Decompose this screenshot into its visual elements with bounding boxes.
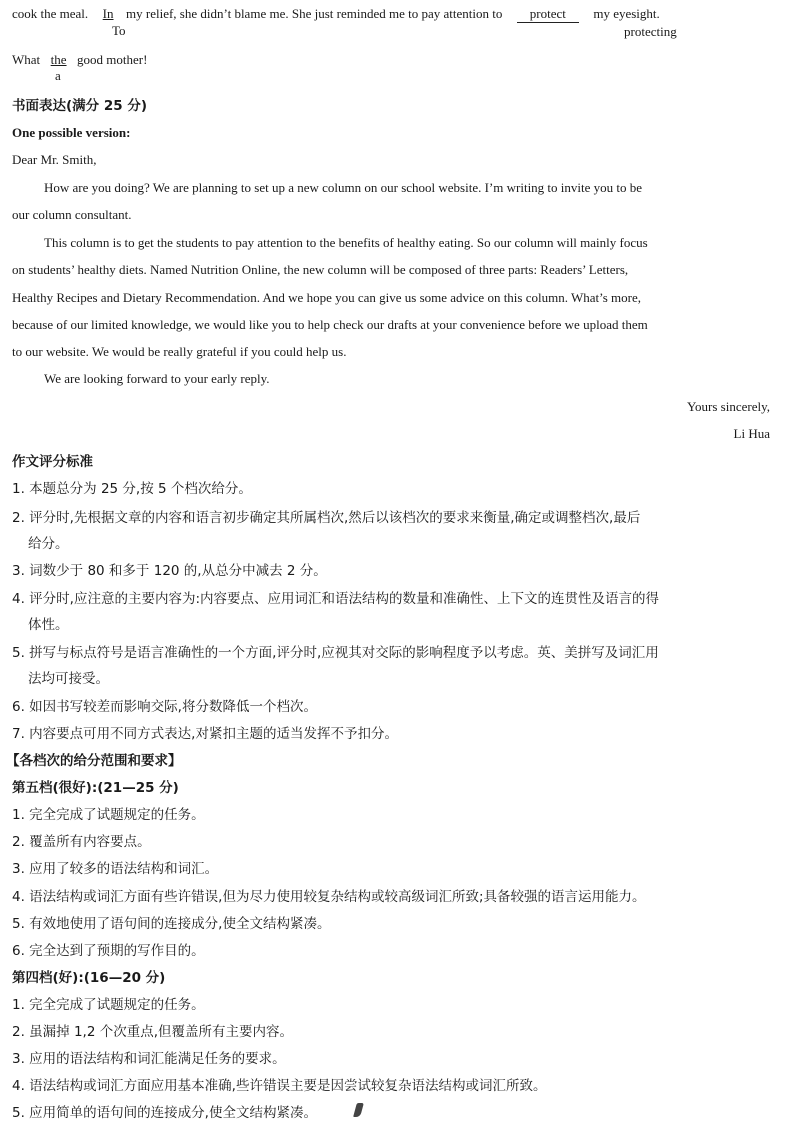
correction-text: good mother!	[77, 52, 148, 67]
letter-signature: Li Hua	[733, 426, 770, 441]
correction-text: my relief, she didn’t blame me. She just reminded me to pay attention to	[126, 6, 503, 21]
band-item: 3. 应用了较多的语法结构和词汇。	[12, 861, 219, 877]
letter-line: to our website. We would be really grateful if you could help us.	[12, 344, 347, 359]
band-item: 4. 语法结构或词汇方面有些许错误,但为尽力使用较复杂结构或较高级词汇所致;具备较强的语言运用能力。	[12, 889, 646, 905]
band-item: 3. 应用的语法结构和词汇能满足任务的要求。	[12, 1051, 286, 1067]
band-item: 4. 语法结构或词汇方面应用基本准确,些许错误主要是因尝试较复杂语法结构或词汇所致。	[12, 1078, 547, 1094]
bands-heading: 【各档次的给分范围和要求】	[6, 753, 182, 769]
band-item: 1. 完全完成了试题规定的任务。	[12, 997, 205, 1013]
letter-salutation: Dear Mr. Smith,	[12, 152, 97, 167]
band-item: 2. 虽漏掉 1,2 个次重点,但覆盖所有主要内容。	[12, 1024, 294, 1040]
correction-text: cook the meal.	[12, 6, 89, 21]
letter-line: because of our limited knowledge, we would like you to help check our drafts at your convenience before we upload them	[12, 317, 648, 332]
scoring-rule: 法均可接受。	[28, 671, 109, 687]
scoring-heading: 作文评分标准	[12, 454, 93, 470]
corrected-word: protecting	[624, 24, 677, 39]
letter-closing: Yours sincerely,	[686, 399, 770, 414]
correction-line-2	[12, 52, 147, 68]
band-item: 5. 有效地使用了语句间的连接成分,使全文结构紧凑。	[12, 916, 331, 932]
letter-line: our column consultant.	[12, 207, 132, 222]
wrong-word: the	[50, 52, 67, 67]
band-heading: 第五档(很好):(21—25 分)	[12, 780, 179, 796]
correction-text: my eyesight.	[593, 6, 660, 21]
scoring-rule: 体性。	[28, 617, 69, 633]
scoring-rule: 4. 评分时,应注意的主要内容为:内容要点、应用词汇和语法结构的数量和准确性、上下文的连贯性及语言的得	[12, 591, 660, 607]
correction-line-1	[12, 6, 660, 23]
scoring-rule: 3. 词数少于 80 和多于 120 的,从总分中减去 2 分。	[12, 563, 327, 579]
band-heading: 第四档(好):(16—20 分)	[12, 970, 166, 986]
version-label: One possible version:	[12, 125, 131, 140]
scoring-rule: 给分。	[28, 536, 69, 552]
correction-text: What	[12, 52, 41, 67]
letter-line: on students’ healthy diets. Named Nutrition Online, the new column will be composed of three parts: Readers’ Letters,	[12, 262, 629, 277]
letter-line: How are you doing? We are planning to set up a new column on our school website. I’m writing to invite you to be	[44, 180, 643, 195]
wrong-word: In	[102, 6, 114, 21]
scoring-rule: 5. 拼写与标点符号是语言准确性的一个方面,评分时,应视其对交际的影响程度予以考虑。英、美拼写及词汇用	[12, 645, 659, 661]
band-item: 1. 完全完成了试题规定的任务。	[12, 807, 205, 823]
scoring-rule: 7. 内容要点可用不同方式表达,对紧扣主题的适当发挥不予扣分。	[12, 726, 398, 742]
scoring-rule: 6. 如因书写较差而影响交际,将分数降低一个档次。	[12, 699, 317, 715]
letter-line: We are looking forward to your early reply.	[44, 371, 270, 386]
band-item: 6. 完全达到了预期的写作目的。	[12, 943, 205, 959]
corrected-word: a	[55, 68, 61, 83]
section-heading: 书面表达(满分 25 分)	[12, 98, 148, 114]
letter-line: Healthy Recipes and Dietary Recommendation. And we hope you can give us some advice on this column. What’s more,	[12, 290, 642, 305]
letter-line: This column is to get the students to pay attention to the benefits of healthy eating. So our column will mainly focus	[44, 235, 648, 250]
band-item: 5. 应用简单的语句间的连接成分,使全文结构紧凑。	[12, 1105, 317, 1121]
band-item: 2. 覆盖所有内容要点。	[12, 834, 151, 850]
ink-smudge	[353, 1103, 364, 1117]
scoring-rule: 1. 本题总分为 25 分,按 5 个档次给分。	[12, 481, 252, 497]
scoring-rule: 2. 评分时,先根据文章的内容和语言初步确定其所属档次,然后以该档次的要求来衡量,确定或调整档次,最后	[12, 510, 641, 526]
answer-blank: protect	[517, 6, 579, 23]
corrected-word: To	[112, 23, 126, 38]
